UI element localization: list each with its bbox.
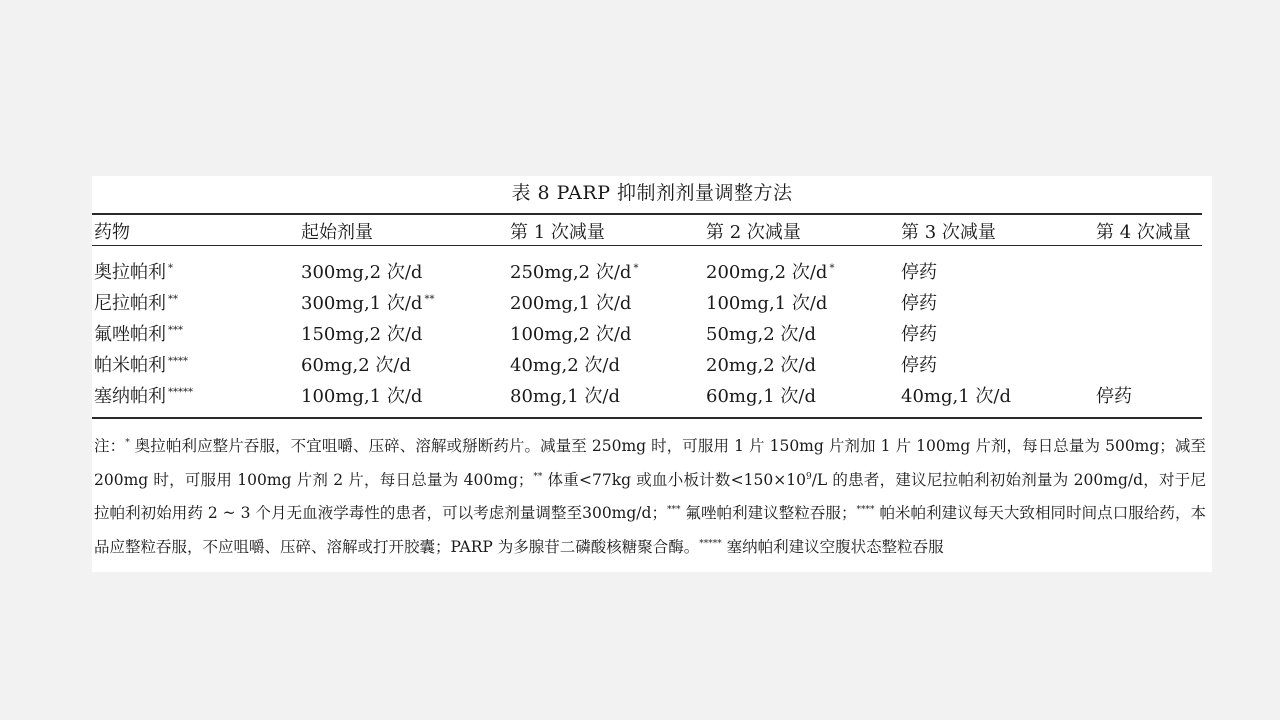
drug-name-cell: 尼拉帕利 **: [94, 293, 178, 314]
dose-cell: 300mg,1 次/d **: [301, 293, 435, 314]
dose-cell: 80mg,1 次/d: [510, 386, 620, 407]
dose-cell: [1096, 351, 1098, 372]
dose-cell: 300mg,2 次/d: [301, 262, 423, 283]
dose-cell: 200mg,1 次/d: [510, 293, 632, 314]
header-rule: [92, 245, 1202, 246]
footnote-marker: *: [633, 263, 639, 274]
table-caption: 表 8 PARP 抑制剂剂量调整方法: [511, 182, 793, 204]
dose-cell: 100mg,1 次/d: [706, 293, 828, 314]
dose-cell: 停药: [1096, 386, 1132, 407]
dose-cell: 60mg,2 次/d: [301, 355, 411, 376]
dose-cell: [1096, 289, 1098, 310]
drug-name-cell: 塞纳帕利 *****: [94, 386, 193, 407]
dose-cell: 200mg,2 次/d *: [706, 262, 835, 283]
table-row: [92, 382, 1202, 412]
footnote-marker: **: [168, 294, 178, 305]
footnote-marker: *****: [168, 387, 193, 398]
dose-cell: [1096, 258, 1098, 279]
drug-name-cell: 奥拉帕利 *: [94, 262, 173, 283]
dose-cell: 40mg,1 次/d: [901, 386, 1011, 407]
drug-name-cell: 帕米帕利 ****: [94, 355, 188, 376]
footnote-marker: *: [829, 263, 835, 274]
dose-cell: [1096, 320, 1098, 341]
dose-cell: 60mg,1 次/d: [706, 386, 816, 407]
dose-cell: 100mg,1 次/d: [301, 386, 423, 407]
table-row: [92, 258, 1202, 288]
dose-cell: 停药: [901, 355, 937, 376]
table-figure: [92, 176, 1212, 572]
footnote-marker: *: [168, 263, 173, 274]
footnote-marker: **: [424, 294, 435, 305]
table-row: [92, 351, 1202, 381]
footnote-marker: ***: [168, 325, 183, 336]
table-row: [92, 289, 1202, 319]
header-cell: 第 1 次减量: [510, 222, 605, 243]
table-footnote: 注：* 奥拉帕利应整片吞服，不宜咀嚼、压碎、溶解或掰断药片。减量至 250mg 时，可服用 1 片 150mg 片剂加 1 片 100mg 片剂，每日总量为 500mg；减至 200mg 时，可服用 100mg 片剂 2 片，每日总量为 400mg；** 体重<77kg 或血小板计数$<150\times 10^9/L$ 的患者，建议尼拉帕利初始剂量为 200mg/d，对于尼拉帕利初始用药 2 ~ 3 个月无血液学毒性的患者，可以考虑剂量调整至300mg/d；*** 氟唑帕利建议整粒吞服；**** 帕米帕利建议每天大致相同时间点口服给药，本品应整粒吞服，不应咀嚼、压碎、溶解或打开胶囊；PARP 为多腺苷二磷酸核糖聚合酶。***** 塞纳帕利建议空腹状态整粒吞服: [94, 437, 1206, 557]
header-cell: 第 3 次减量: [901, 222, 996, 243]
dose-cell: 50mg,2 次/d: [706, 324, 816, 345]
dose-cell: 100mg,2 次/d: [510, 324, 632, 345]
header-cell: 第 4 次减量: [1096, 222, 1191, 243]
header-cell: 药物: [94, 222, 130, 243]
dose-cell: 250mg,2 次/d *: [510, 262, 639, 283]
header-row: [92, 218, 1202, 248]
drug-name-cell: 氟唑帕利 ***: [94, 324, 183, 345]
dose-cell: 停药: [901, 324, 937, 345]
dose-cell: 停药: [901, 262, 937, 283]
footnote-marker: ****: [168, 356, 188, 367]
header-cell: 起始剂量: [301, 222, 373, 243]
dose-cell: 20mg,2 次/d: [706, 355, 816, 376]
dose-cell: 停药: [901, 293, 937, 314]
top-rule: [92, 213, 1202, 215]
dose-cell: 150mg,2 次/d: [301, 324, 423, 345]
dose-cell: 40mg,2 次/d: [510, 355, 620, 376]
bottom-rule: [92, 417, 1202, 419]
header-cell: 第 2 次减量: [706, 222, 801, 243]
table-row: [92, 320, 1202, 350]
